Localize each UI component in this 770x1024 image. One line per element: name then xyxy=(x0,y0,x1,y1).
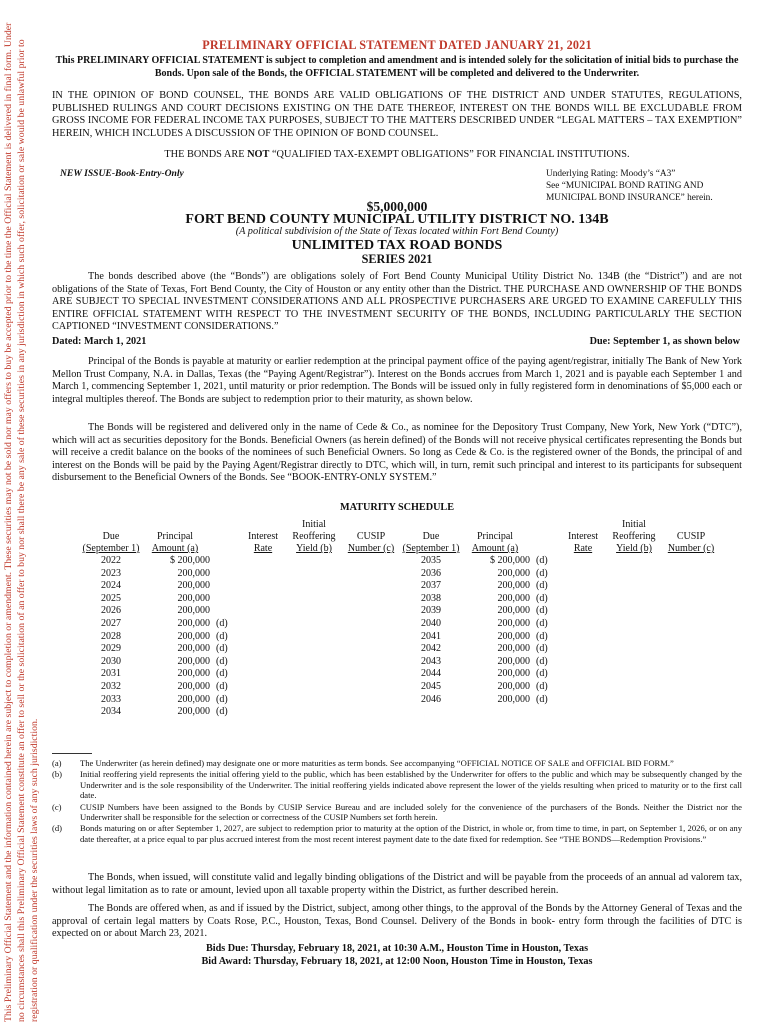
footnote-text: Bonds maturing on or after September 1, 2027, are subject to redemption prior to maturity at the option of the District, in whole or, from time to time, in part, on September 1, 2026, or on any date thereafter, at a price equal to par plus accrued interest from the most recent interest payment date to the date fixed for redemption. See “THE BONDS—Redemption Provisions.” xyxy=(80,823,742,844)
maturity-row xyxy=(82,555,400,568)
maturity-row xyxy=(82,568,400,581)
maturity-row xyxy=(402,605,720,618)
reoffering-yield xyxy=(286,668,342,681)
principal-amount: 200,000 xyxy=(497,580,530,592)
footnote-text: CUSIP Numbers have been assigned to the Bonds by CUSIP Service Bureau and are included solely for the convenience of the purchasers of the Bonds. Neither the District nor the Underwriter shall be responsible for the selection or correctness of the CUSIP Numbers set forth herein. xyxy=(80,801,742,823)
maturity-row xyxy=(82,694,400,707)
header-due: Due xyxy=(102,531,120,542)
maturity-row xyxy=(402,681,720,694)
interest-rate xyxy=(240,605,286,618)
maturity-row xyxy=(82,605,400,618)
maturity-row xyxy=(82,593,400,606)
cusip-number xyxy=(342,605,400,618)
redemption-note: (d) xyxy=(216,617,228,629)
interest-rate xyxy=(240,668,286,681)
reoffering-yield xyxy=(606,631,662,644)
cusip-number xyxy=(342,555,400,568)
principal-amount: 200,000 xyxy=(177,605,210,617)
due-date: Due: September 1, as shown below xyxy=(589,336,740,347)
maturity-year: 2038 xyxy=(421,592,441,604)
offering-paragraph: The Bonds are offered when, as and if issued by the District, subject, among other things, to the approval of the Bonds by the Attorney General of Texas and the approval of certain legal matters by Coats Rose, P.C., Houston, Texas, Bond Counsel. Delivery of the Bonds in book- entry form through the facilities of DTC is expected on or about March 23, 2021. xyxy=(52,903,742,940)
dtc-paragraph: The Bonds will be registered and delivered only in the name of Cede & Co., as nominee for the Depository Trust Company, New York, New York (“DTC”), which will act as securities depository for the Bonds. Beneficial Owners (as herein defined) of the Bonds will not receive physical certificates representing the Bonds but will receive a credit balance on the books of the nominees of such Beneficial Owners. So long as Cede & Co. is the registered owner of the Bonds, the principal of and interest on the Bonds will be paid by the Paying Agent/Registrar directly to DTC, which will, in turn, remit such principal and interest to its participants for subsequent disbursement to the Beneficial Owners of the Bonds. See “BOOK-ENTRY-ONLY SYSTEM.” xyxy=(52,422,742,484)
preliminary-note: This PRELIMINARY OFFICIAL STATEMENT is subject to completion and amendment and is intended solely for the solicitation of initial bids to purchase the Bonds. Upon sale of the Bonds, the OFFICIAL STATEMENT will be completed and delivered to the Underwriter. xyxy=(55,55,739,79)
footnote-text: Initial reoffering yield represents the initial offering yield to the public, which has been established by the Underwriter for offers to the public and which may be subsequently changed by the Underwriter and is the sole responsibility of the Underwriter. The initial reoffering yields indicated above represent the lower of the yields resulting when priced to maturity or to the first call date. xyxy=(80,769,742,801)
cusip-number xyxy=(662,631,720,644)
district-subdivision: (A political subdivision of the State of Texas located within Fort Bend County) xyxy=(235,226,559,237)
redemption-note: (d) xyxy=(216,630,228,642)
rating-line-3: MUNICIPAL BOND INSURANCE” herein. xyxy=(546,193,713,203)
interest-rate xyxy=(560,668,606,681)
redemption-note xyxy=(212,555,240,568)
maturity-row xyxy=(82,681,400,694)
header-due-date: (September 1) xyxy=(402,543,460,554)
cusip-number xyxy=(662,668,720,681)
reoffering-yield xyxy=(286,694,342,707)
header-yield: Yield (b) xyxy=(296,543,332,554)
cusip-number xyxy=(342,593,400,606)
reoffering-yield xyxy=(606,580,662,593)
interest-rate xyxy=(240,643,286,656)
maturity-year: 2025 xyxy=(101,592,121,604)
interest-rate xyxy=(560,605,606,618)
header-interest: Interest xyxy=(568,531,598,542)
redemption-note: (d) xyxy=(536,605,548,617)
redemption-note: (d) xyxy=(536,668,548,680)
maturity-year: 2027 xyxy=(101,617,121,629)
redemption-note: (d) xyxy=(536,643,548,655)
redemption-note: (d) xyxy=(216,655,228,667)
principal-amount: 200,000 xyxy=(497,668,530,680)
header-interest: Interest xyxy=(248,531,278,542)
redemption-note xyxy=(212,568,240,581)
cusip-number xyxy=(342,656,400,669)
header-number: Number (c) xyxy=(347,543,395,554)
bond-series: SERIES 2021 xyxy=(361,252,433,266)
redemption-note: (d) xyxy=(536,555,548,566)
reoffering-yield xyxy=(606,681,662,694)
redemption-note: (d) xyxy=(216,668,228,680)
reoffering-yield xyxy=(606,618,662,631)
reoffering-yield xyxy=(286,618,342,631)
redemption-note: (d) xyxy=(216,643,228,655)
redemption-note: (d) xyxy=(216,680,228,692)
principal-amount: 200,000 xyxy=(497,643,530,655)
maturity-year: 2029 xyxy=(101,643,121,655)
footnote xyxy=(52,823,742,844)
redemption-note: (d) xyxy=(536,693,548,705)
reoffering-yield xyxy=(606,605,662,618)
interest-rate xyxy=(560,580,606,593)
maturity-year: 2030 xyxy=(101,655,121,667)
maturity-year: 2035 xyxy=(421,555,441,566)
district-name: FORT BEND COUNTY MUNICIPAL UTILITY DISTRICT NO. 134B xyxy=(185,212,609,227)
cusip-number xyxy=(342,580,400,593)
interest-rate xyxy=(560,656,606,669)
header-principal: Principal xyxy=(476,531,514,542)
cusip-number xyxy=(342,643,400,656)
maturity-year: 2026 xyxy=(101,605,121,617)
interest-rate xyxy=(240,593,286,606)
header-amount: Amount (a) xyxy=(151,543,199,554)
bid-award: Bid Award: Thursday, February 18, 2021, at 12:00 Noon, Houston Time in Houston, Texas xyxy=(201,955,593,967)
principal-amount: 200,000 xyxy=(177,706,210,718)
principal-amount: $ 200,000 xyxy=(170,555,210,566)
not-qualified-post: “QUALIFIED TAX-EXEMPT OBLIGATIONS” FOR FINANCIAL INSTITUTIONS. xyxy=(269,149,630,160)
header-due-date: (September 1) xyxy=(82,543,140,554)
interest-rate xyxy=(560,681,606,694)
interest-rate xyxy=(240,681,286,694)
rating-line-2: See “MUNICIPAL BOND RATING AND xyxy=(546,181,704,191)
maturity-year: 2031 xyxy=(101,668,121,680)
cusip-number xyxy=(342,668,400,681)
reoffering-yield xyxy=(606,694,662,707)
reoffering-yield xyxy=(606,593,662,606)
redemption-note: (d) xyxy=(536,680,548,692)
redemption-note: (d) xyxy=(536,630,548,642)
reoffering-yield xyxy=(286,580,342,593)
header-rate: Rate xyxy=(253,543,273,554)
maturity-year: 2028 xyxy=(101,630,121,642)
principal-paragraph: Principal of the Bonds is payable at maturity or earlier redemption at the principal payment office of the paying agent/registrar, initially The Bank of New York Mellon Trust Company, N.A. in Dallas, Texas (the “Paying Agent/Registrar”). Interest on the Bonds accrues from March 1, 2021 and is payable each September 1 and March 1, commencing September 1, 2021, until maturity or prior redemption. The Bonds will be issued only in fully registered form in denominations of $5,000 each or integral multiples thereof. The Bonds are subject to redemption prior to their maturity, as shown below. xyxy=(52,356,742,405)
reoffering-yield xyxy=(606,568,662,581)
maturity-year: 2046 xyxy=(421,693,441,705)
maturity-row xyxy=(402,643,720,656)
maturity-year: 2040 xyxy=(421,617,441,629)
cusip-number xyxy=(342,694,400,707)
redemption-note: (d) xyxy=(216,706,228,718)
footnote xyxy=(52,769,742,800)
principal-amount: 200,000 xyxy=(177,592,210,604)
header-initial: Initial xyxy=(622,519,646,530)
interest-rate xyxy=(240,706,286,719)
interest-rate xyxy=(560,631,606,644)
maturity-row xyxy=(402,568,720,581)
redemption-note: (d) xyxy=(536,592,548,604)
maturity-year: 2045 xyxy=(421,680,441,692)
reoffering-yield xyxy=(286,605,342,618)
footnote xyxy=(52,758,742,768)
maturity-year: 2033 xyxy=(101,693,121,705)
header-initial: Initial xyxy=(302,519,326,530)
header-amount: Amount (a) xyxy=(471,543,519,554)
maturity-year: 2024 xyxy=(101,580,121,592)
interest-rate xyxy=(560,694,606,707)
principal-amount: 200,000 xyxy=(497,605,530,617)
intro-paragraph: The bonds described above (the “Bonds”) are obligations solely of Fort Bend County Municipal Utility District No. 134B (the “District”) and are not obligations of the State of Texas, Fort Bend County, the City of Houston or any entity other than the District. THE PURCHASE AND OWNERSHIP OF THE BONDS ARE SUBJECT TO SPECIAL INVESTMENT CONSIDERATIONS AND ALL PROSPECTIVE PURCHASERS ARE URGED TO EXAMINE CAREFULLY THIS ENTIRE OFFICIAL STATEMENT WITH RESPECT TO THE INVESTMENT SECURITY OF THE BONDS, INCLUDING PARTICULARLY THE SECTION CAPTIONED “INVESTMENT CONSIDERATIONS.” xyxy=(52,271,742,333)
interest-rate xyxy=(240,580,286,593)
maturity-year: 2042 xyxy=(421,643,441,655)
maturity-schedule-title: MATURITY SCHEDULE xyxy=(339,502,455,513)
maturity-row xyxy=(82,706,400,719)
interest-rate xyxy=(560,593,606,606)
reoffering-yield xyxy=(286,631,342,644)
maturity-row xyxy=(402,580,720,593)
cusip-number xyxy=(662,593,720,606)
maturity-year: 2044 xyxy=(421,668,441,680)
principal-amount: $ 200,000 xyxy=(490,555,530,566)
reoffering-yield xyxy=(606,555,662,568)
maturity-year: 2022 xyxy=(101,555,121,566)
cusip-number xyxy=(662,681,720,694)
principal-amount: 200,000 xyxy=(497,630,530,642)
reoffering-yield xyxy=(286,593,342,606)
cusip-number xyxy=(342,618,400,631)
cusip-number xyxy=(662,568,720,581)
cusip-number xyxy=(662,618,720,631)
interest-rate xyxy=(560,568,606,581)
valid-obligations-paragraph: The Bonds, when issued, will constitute valid and legally binding obligations of the District and will be payable from the proceeds of an annual ad valorem tax, without legal limitation as to rate or amount, levied upon all taxable property within the District, as further described herein. xyxy=(52,872,742,896)
bond-counsel-opinion: IN THE OPINION OF BOND COUNSEL, THE BONDS ARE VALID OBLIGATIONS OF THE DISTRICT AND UNDER STATUTES, REGULATIONS, PUBLISHED RULINGS AND COURT DECISIONS EXISTING ON THE DATE THEREOF, INTEREST ON THE BONDS WILL BE EXCLUDABLE FROM GROSS INCOME FOR FEDERAL INCOME TAX PURPOSES, SUBJECT TO THE MATTERS DESCRIBED UNDER “LEGAL MATTERS – TAX EXEMPTION” HEREIN, WHICH INCLUDES A DISCUSSION OF THE OPINION OF BOND COUNSEL. xyxy=(52,90,742,139)
interest-rate xyxy=(560,555,606,568)
footnote-label: (b) xyxy=(52,769,63,780)
maturity-table-left xyxy=(82,519,400,719)
principal-amount: 200,000 xyxy=(177,580,210,592)
not-qualified-statement xyxy=(52,149,742,160)
footnote xyxy=(52,802,742,823)
cusip-number xyxy=(662,580,720,593)
maturity-year: 2039 xyxy=(421,605,441,617)
reoffering-yield xyxy=(606,643,662,656)
maturity-row xyxy=(82,618,400,631)
maturity-row xyxy=(402,631,720,644)
maturity-row xyxy=(402,694,720,707)
footnote-text: The Underwriter (as herein defined) may designate one or more maturities as term bonds. See accompanying “OFFICIAL NOTICE OF SALE and OFFICIAL BID FORM.” xyxy=(80,758,674,768)
interest-rate xyxy=(560,643,606,656)
cusip-number xyxy=(342,631,400,644)
cusip-number xyxy=(342,568,400,581)
reoffering-yield xyxy=(606,656,662,669)
sidebar-disclaimer xyxy=(0,0,46,1024)
redemption-note: (d) xyxy=(536,567,548,579)
maturity-row xyxy=(82,631,400,644)
header-rate: Rate xyxy=(573,543,593,554)
footnote-label: (d) xyxy=(52,823,63,834)
cusip-number xyxy=(342,706,400,719)
reoffering-yield xyxy=(286,643,342,656)
reoffering-yield xyxy=(286,706,342,719)
principal-amount: 200,000 xyxy=(497,567,530,579)
principal-amount: 200,000 xyxy=(177,630,210,642)
maturity-year: 2036 xyxy=(421,567,441,579)
principal-amount: 200,000 xyxy=(177,680,210,692)
bond-name: UNLIMITED TAX ROAD BONDS xyxy=(291,238,503,253)
principal-amount: 200,000 xyxy=(177,655,210,667)
principal-amount: 200,000 xyxy=(497,655,530,667)
principal-amount: 200,000 xyxy=(177,567,210,579)
redemption-note xyxy=(212,580,240,593)
maturity-row xyxy=(402,555,720,568)
maturity-row xyxy=(82,643,400,656)
principal-amount: 200,000 xyxy=(177,668,210,680)
header-cusip: CUSIP xyxy=(676,531,706,542)
maturity-row xyxy=(82,656,400,669)
maturity-year: 2043 xyxy=(421,655,441,667)
header-principal: Principal xyxy=(156,531,194,542)
interest-rate xyxy=(240,694,286,707)
reoffering-yield xyxy=(286,555,342,568)
maturity-year: 2034 xyxy=(101,706,121,718)
cusip-number xyxy=(662,555,720,568)
principal-amount: 200,000 xyxy=(497,617,530,629)
footnote-divider xyxy=(52,753,92,754)
header-cusip: CUSIP xyxy=(356,531,386,542)
footnote-label: (a) xyxy=(52,758,62,768)
redemption-note xyxy=(212,605,240,618)
rating-line-1: Underlying Rating: Moody’s “A3” xyxy=(546,169,676,179)
maturity-year: 2032 xyxy=(101,680,121,692)
reoffering-yield xyxy=(606,668,662,681)
reoffering-yield xyxy=(286,681,342,694)
maturity-row xyxy=(402,656,720,669)
reoffering-yield xyxy=(286,656,342,669)
maturity-year: 2041 xyxy=(421,630,441,642)
principal-amount: 200,000 xyxy=(177,643,210,655)
bids-due: Bids Due: Thursday, February 18, 2021, at 10:30 A.M., Houston Time in Houston, Texas xyxy=(205,943,589,954)
redemption-note: (d) xyxy=(536,580,548,592)
footnote-label: (c) xyxy=(52,801,62,812)
header-reoffering: Reoffering xyxy=(612,531,656,542)
cusip-number xyxy=(342,681,400,694)
principal-amount: 200,000 xyxy=(497,592,530,604)
redemption-note: (d) xyxy=(536,617,548,629)
maturity-row xyxy=(82,668,400,681)
new-issue-label: NEW ISSUE-Book-Entry-Only xyxy=(60,168,184,179)
interest-rate xyxy=(240,618,286,631)
interest-rate xyxy=(240,555,286,568)
bids-block xyxy=(52,943,742,968)
redemption-note xyxy=(212,593,240,606)
maturity-year: 2023 xyxy=(101,567,121,579)
redemption-note: (d) xyxy=(536,655,548,667)
principal-amount: 200,000 xyxy=(497,693,530,705)
maturity-row xyxy=(402,668,720,681)
interest-rate xyxy=(240,656,286,669)
cusip-number xyxy=(662,656,720,669)
interest-rate xyxy=(240,631,286,644)
cusip-number xyxy=(662,694,720,707)
interest-rate xyxy=(240,568,286,581)
maturity-row xyxy=(82,580,400,593)
maturity-row xyxy=(402,593,720,606)
principal-amount: 200,000 xyxy=(177,693,210,705)
reoffering-yield xyxy=(286,568,342,581)
page-title: PRELIMINARY OFFICIAL STATEMENT DATED JANUARY 21, 2021 xyxy=(202,38,592,52)
maturity-row xyxy=(402,618,720,631)
interest-rate xyxy=(560,618,606,631)
header-yield: Yield (b) xyxy=(616,543,652,554)
header-number: Number (c) xyxy=(667,543,715,554)
redemption-note: (d) xyxy=(216,693,228,705)
principal-amount: 200,000 xyxy=(497,680,530,692)
footnotes xyxy=(52,758,742,845)
cusip-number xyxy=(662,605,720,618)
header-due: Due xyxy=(422,531,440,542)
principal-amount: 200,000 xyxy=(177,617,210,629)
maturity-year: 2037 xyxy=(421,580,441,592)
header-reoffering: Reoffering xyxy=(292,531,336,542)
dated-date: Dated: March 1, 2021 xyxy=(52,336,147,347)
maturity-table-right xyxy=(402,519,720,706)
issue-amount: $5,000,000 xyxy=(366,199,428,214)
not-qualified-pre: THE BONDS ARE xyxy=(164,149,248,160)
disclaimer-text: This Preliminary Official Statement and the information contained herein are subject to completion or amendment. These securities may not be sold nor may offers to buy be accepted prior to the time the Official Statement is delivered in final form. Under no circumstances shall this Preliminary Official Statement constitute an offer to sell or the solicitation of an offer to buy nor shall there be any sale of these securities in any jurisdiction in which such offer, solicitation or sale would be unlawful prior to registration or qualification under the securities laws of any such jurisdiction. xyxy=(3,22,41,1022)
cusip-number xyxy=(662,643,720,656)
not-qualified-emph: NOT xyxy=(247,149,270,160)
